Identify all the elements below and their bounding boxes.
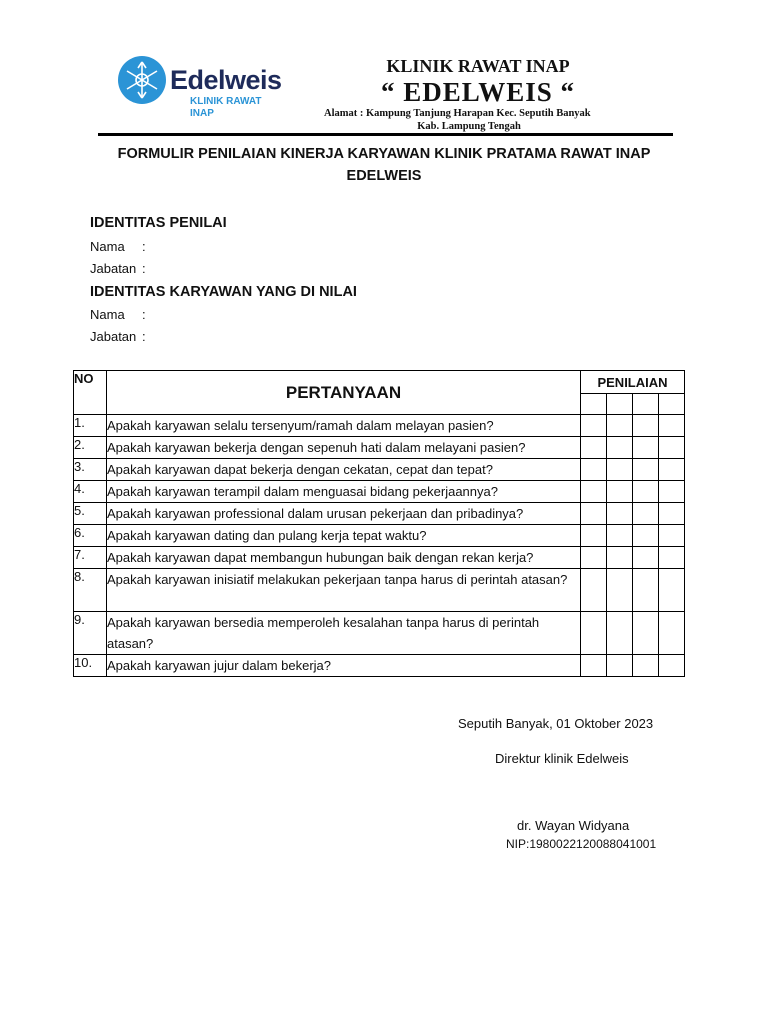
rating-cell[interactable] — [581, 415, 607, 437]
letterhead — [98, 46, 673, 138]
rating-cell[interactable] — [633, 612, 659, 655]
row-question: Apakah karyawan dating dan pulang kerja tepat waktu? — [107, 525, 581, 547]
rating-cell[interactable] — [607, 481, 633, 503]
table-row — [74, 503, 685, 525]
clinic-address-line1: Alamat : Kampung Tanjung Harapan Kec. Seputih Banyak — [324, 108, 591, 119]
row-number: 4. — [74, 481, 107, 503]
rating-cell[interactable] — [581, 612, 607, 655]
row-number: 2. — [74, 437, 107, 459]
rating-cell[interactable] — [633, 655, 659, 677]
table-row — [74, 481, 685, 503]
clinic-name: “ EDELWEIS “ — [380, 77, 576, 107]
rating-cell[interactable] — [607, 459, 633, 481]
signature-place-date: Seputih Banyak, 01 Oktober 2023 — [458, 716, 654, 731]
table-row — [74, 459, 685, 481]
table-row — [74, 547, 685, 569]
rating-cell[interactable] — [633, 415, 659, 437]
rating-cell[interactable] — [581, 569, 607, 612]
table-row — [74, 525, 685, 547]
rating-cell[interactable] — [633, 569, 659, 612]
row-number: 5. — [74, 503, 107, 525]
row-question: Apakah karyawan inisiatif melakukan pekerjaan tanpa harus di perintah atasan? — [107, 569, 581, 612]
rating-cell[interactable] — [659, 503, 685, 525]
rating-cell[interactable] — [607, 547, 633, 569]
section-heading-karyawan: IDENTITAS KARYAWAN YANG DI NILAI — [90, 284, 357, 300]
row-number: 7. — [74, 547, 107, 569]
penilai-nama-label: Nama — [90, 239, 125, 254]
clinic-type-title: KLINIK RAWAT INAP — [386, 56, 570, 76]
signature-position: Direktur klinik Edelweis — [495, 751, 629, 766]
form-title: FORMULIR PENILAIAN KINERJA KARYAWAN KLINIK PRATAMA RAWAT INAP EDELWEIS — [117, 146, 651, 184]
table-row — [74, 569, 685, 612]
rating-cell[interactable] — [659, 415, 685, 437]
rating-cell[interactable] — [607, 655, 633, 677]
rating-cell[interactable] — [633, 547, 659, 569]
evaluation-table — [73, 370, 685, 677]
clinic-logo — [118, 54, 283, 119]
rating-subheader-cell — [581, 394, 607, 415]
rating-cell[interactable] — [659, 525, 685, 547]
row-number: 9. — [74, 612, 107, 655]
rating-cell[interactable] — [607, 437, 633, 459]
row-number: 8. — [74, 569, 107, 612]
row-question: Apakah karyawan dapat bekerja dengan cekatan, cepat dan tepat? — [107, 459, 581, 481]
row-question: Apakah karyawan terampil dalam menguasai bidang pekerjaannya? — [107, 481, 581, 503]
rating-cell[interactable] — [581, 525, 607, 547]
rating-cell[interactable] — [607, 569, 633, 612]
table-row — [74, 612, 685, 655]
rating-cell[interactable] — [581, 481, 607, 503]
row-question: Apakah karyawan professional dalam urusan pekerjaan dan pribadinya? — [107, 503, 581, 525]
logo-subtitle: KLINIK RAWAT INAP — [190, 96, 262, 119]
rating-cell[interactable] — [607, 503, 633, 525]
rating-cell[interactable] — [659, 547, 685, 569]
rating-cell[interactable] — [633, 503, 659, 525]
rating-cell[interactable] — [659, 437, 685, 459]
penilai-nama-field: Nama : — [90, 239, 146, 254]
rating-cell[interactable] — [581, 503, 607, 525]
row-number: 3. — [74, 459, 107, 481]
row-question: Apakah karyawan jujur dalam bekerja? — [107, 655, 581, 677]
row-question: Apakah karyawan selalu tersenyum/ramah dalam melayan pasien? — [107, 415, 581, 437]
karyawan-nama-label: Nama — [90, 307, 125, 322]
table-row — [74, 437, 685, 459]
rating-cell[interactable] — [581, 547, 607, 569]
rating-cell[interactable] — [581, 655, 607, 677]
rating-subheader-cell — [633, 394, 659, 415]
rating-cell[interactable] — [659, 481, 685, 503]
karyawan-jabatan-field: Jabatan : — [90, 329, 146, 344]
column-header-no: NO — [74, 371, 107, 415]
row-question: Apakah karyawan bersedia memperoleh kesalahan tanpa harus di perintah atasan? — [107, 612, 581, 655]
rating-cell[interactable] — [607, 612, 633, 655]
rating-cell[interactable] — [659, 569, 685, 612]
signatory-nip: NIP:198002212008804100​1 — [506, 837, 657, 851]
table-row — [74, 655, 685, 677]
row-number: 1. — [74, 415, 107, 437]
clinic-address-line2: Kab. Lampung Tengah — [417, 121, 521, 132]
rating-subheader-cell — [659, 394, 685, 415]
rating-cell[interactable] — [607, 415, 633, 437]
rating-subheader-cell — [607, 394, 633, 415]
karyawan-jabatan-label: Jabatan — [90, 329, 137, 344]
rating-cell[interactable] — [607, 525, 633, 547]
rating-cell[interactable] — [659, 612, 685, 655]
section-heading-penilai: IDENTITAS PENILAI — [90, 215, 227, 231]
rating-cell[interactable] — [659, 459, 685, 481]
letterhead-divider — [98, 133, 673, 136]
rating-cell[interactable] — [659, 655, 685, 677]
rating-cell[interactable] — [581, 437, 607, 459]
edelweis-flower-icon — [118, 54, 174, 110]
rating-cell[interactable] — [633, 459, 659, 481]
column-header-question: PERTANYAAN — [107, 371, 581, 415]
penilai-jabatan-field: Jabatan : — [90, 261, 146, 276]
signatory-name: dr. Wayan Widyana — [517, 818, 630, 833]
rating-cell[interactable] — [633, 525, 659, 547]
logo-wordmark: Edelweis — [170, 65, 282, 95]
row-number: 10. — [74, 655, 107, 677]
table-row — [74, 415, 685, 437]
row-question: Apakah karyawan bekerja dengan sepenuh hati dalam melayani pasien? — [107, 437, 581, 459]
row-question: Apakah karyawan dapat membangun hubungan baik dengan rekan kerja? — [107, 547, 581, 569]
column-header-rating: PENILAIAN — [581, 371, 685, 394]
rating-cell[interactable] — [633, 437, 659, 459]
penilai-jabatan-label: Jabatan — [90, 261, 137, 276]
row-number: 6. — [74, 525, 107, 547]
rating-cell[interactable] — [581, 459, 607, 481]
karyawan-nama-field: Nama : — [90, 307, 146, 322]
rating-cell[interactable] — [633, 481, 659, 503]
